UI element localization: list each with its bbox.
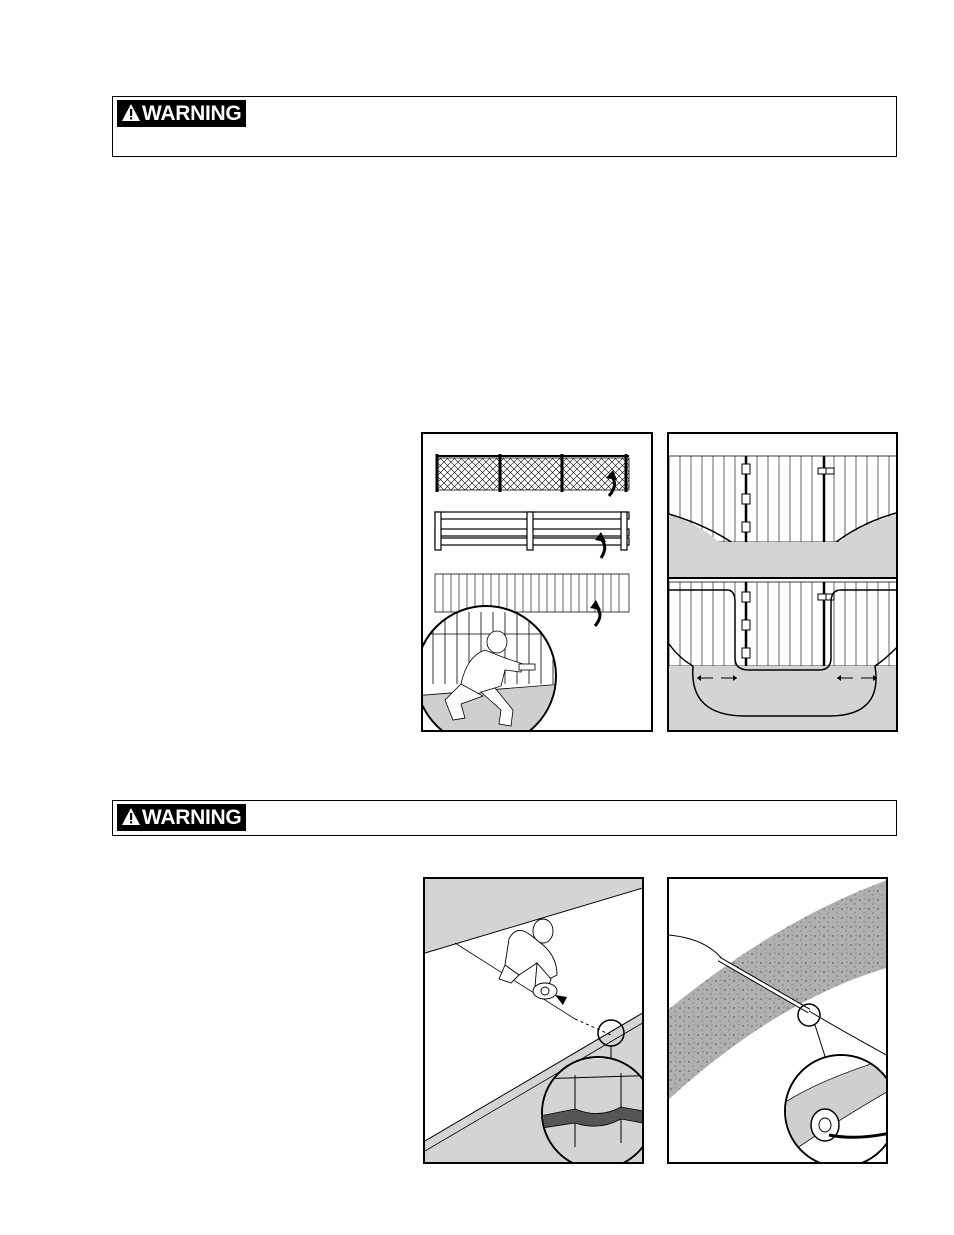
warning-box-top <box>112 96 897 157</box>
warning-label-bottom <box>117 804 246 831</box>
warning-label-top <box>117 100 246 127</box>
warning-triangle-icon <box>121 103 141 122</box>
warning-text: WARNING <box>142 806 242 829</box>
driveway-conduit-illustration <box>667 877 888 1164</box>
warning-triangle-icon <box>121 807 141 826</box>
fence-types-illustration <box>421 432 653 732</box>
warning-box-bottom <box>112 800 897 836</box>
gate-routing-illustration <box>667 432 898 732</box>
sidewalk-cut-illustration <box>423 877 644 1164</box>
warning-text: WARNING <box>142 102 242 125</box>
